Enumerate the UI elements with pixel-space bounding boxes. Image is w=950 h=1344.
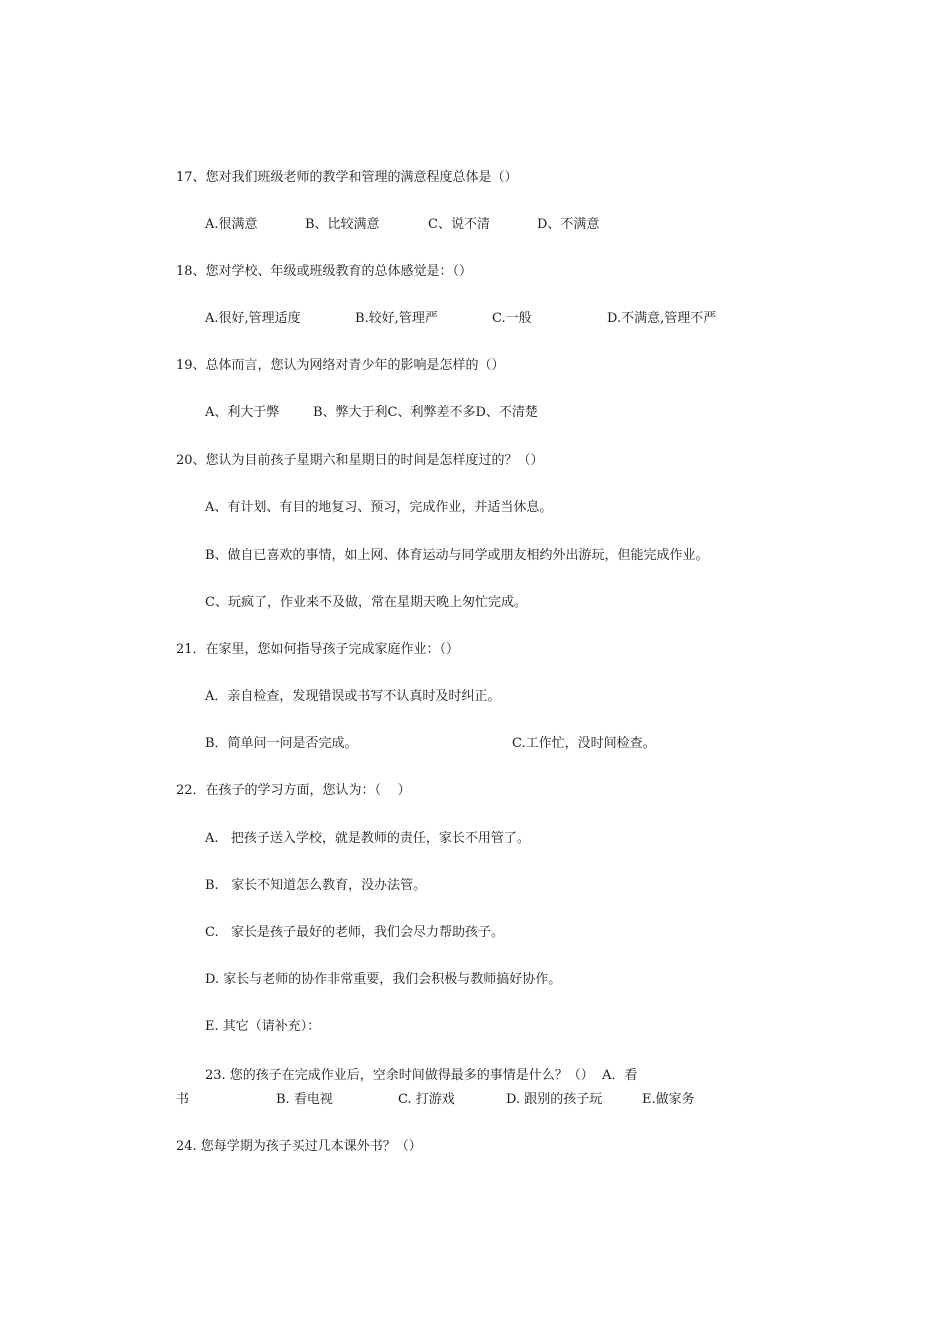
question-24: 24. 您每学期为孩子买过几本课外书？（） [176, 1139, 422, 1154]
option-21-a: A．亲自检查，发现错误或书写不认真时及时纠正。 [205, 689, 501, 704]
options-row-23 [176, 1091, 716, 1109]
options-row-18 [205, 310, 805, 328]
option-20-b: B、做自已喜欢的事情，如上网、体育运动与同学或朋友相约外出游玩，但能完成作业。 [205, 548, 709, 563]
option-18-d: D.不满意,管理不严 [607, 311, 717, 326]
question-21: 21．在家里，您如何指导孩子完成家庭作业：（） [176, 642, 460, 657]
option-22-b: B. 家长不知道怎么教育，没办法管。 [205, 878, 427, 893]
option-17-a: A.很满意 [205, 217, 258, 232]
option-19-a: A、利大于弊 [205, 405, 280, 420]
option-17-c: C、说不清 [428, 217, 490, 232]
option-22-d: D. 家长与老师的协作非常重要，我们会积极与教师搞好协作。 [205, 972, 562, 987]
option-23-c: C. 打游戏 [398, 1092, 455, 1107]
option-22-a: A. 把孩子送入学校，就是教师的责任，家长不用管了。 [205, 831, 530, 846]
question-22: 22．在孩子的学习方面，您认为：（ ） [176, 783, 411, 798]
option-17-b: B、比较满意 [305, 217, 380, 232]
option-19-bcd: B、弊大于利C、利弊差不多D、不清楚 [313, 405, 538, 420]
option-20-a: A、有计划、有目的地复习、预习，完成作业，并适当休息。 [205, 500, 553, 515]
option-20-c: C、玩疯了，作业来不及做，常在星期天晚上匆忙完成。 [205, 595, 527, 610]
option-17-d: D、不满意 [537, 217, 600, 232]
question-19: 19、总体而言，您认为网络对青少年的影响是怎样的（） [176, 358, 505, 373]
option-23-e: E.做家务 [642, 1092, 695, 1107]
options-row-21-bc [205, 735, 705, 753]
question-23: 23. 您的孩子在完成作业后，空余时间做得最多的事情是什么？（） A．看 [205, 1068, 638, 1083]
options-row-19 [205, 404, 705, 422]
question-23-wrap: 书 [176, 1092, 190, 1107]
option-18-b: B.较好,管理严 [355, 311, 438, 326]
option-22-e: E. 其它（请补充）： [205, 1019, 321, 1034]
option-23-d: D. 跟别的孩子玩 [506, 1092, 603, 1107]
option-22-c: C. 家长是孩子最好的老师，我们会尽力帮助孩子。 [205, 925, 505, 940]
option-18-a: A.很好,管理适度 [205, 311, 301, 326]
option-18-c: C.一般 [492, 311, 532, 326]
question-20: 20、您认为目前孩子星期六和星期日的时间是怎样度过的？（） [176, 453, 544, 468]
option-21-c: C.工作忙，没时间检查。 [512, 736, 656, 751]
option-23-b: B. 看电视 [276, 1092, 333, 1107]
options-row-17 [205, 216, 765, 234]
question-18: 18、您对学校、年级或班级教育的总体感觉是：（） [176, 264, 473, 279]
option-21-b: B．简单问一问是否完成。 [205, 736, 358, 751]
question-17: 17、您对我们班级老师的教学和管理的满意程度总体是（） [176, 170, 518, 185]
